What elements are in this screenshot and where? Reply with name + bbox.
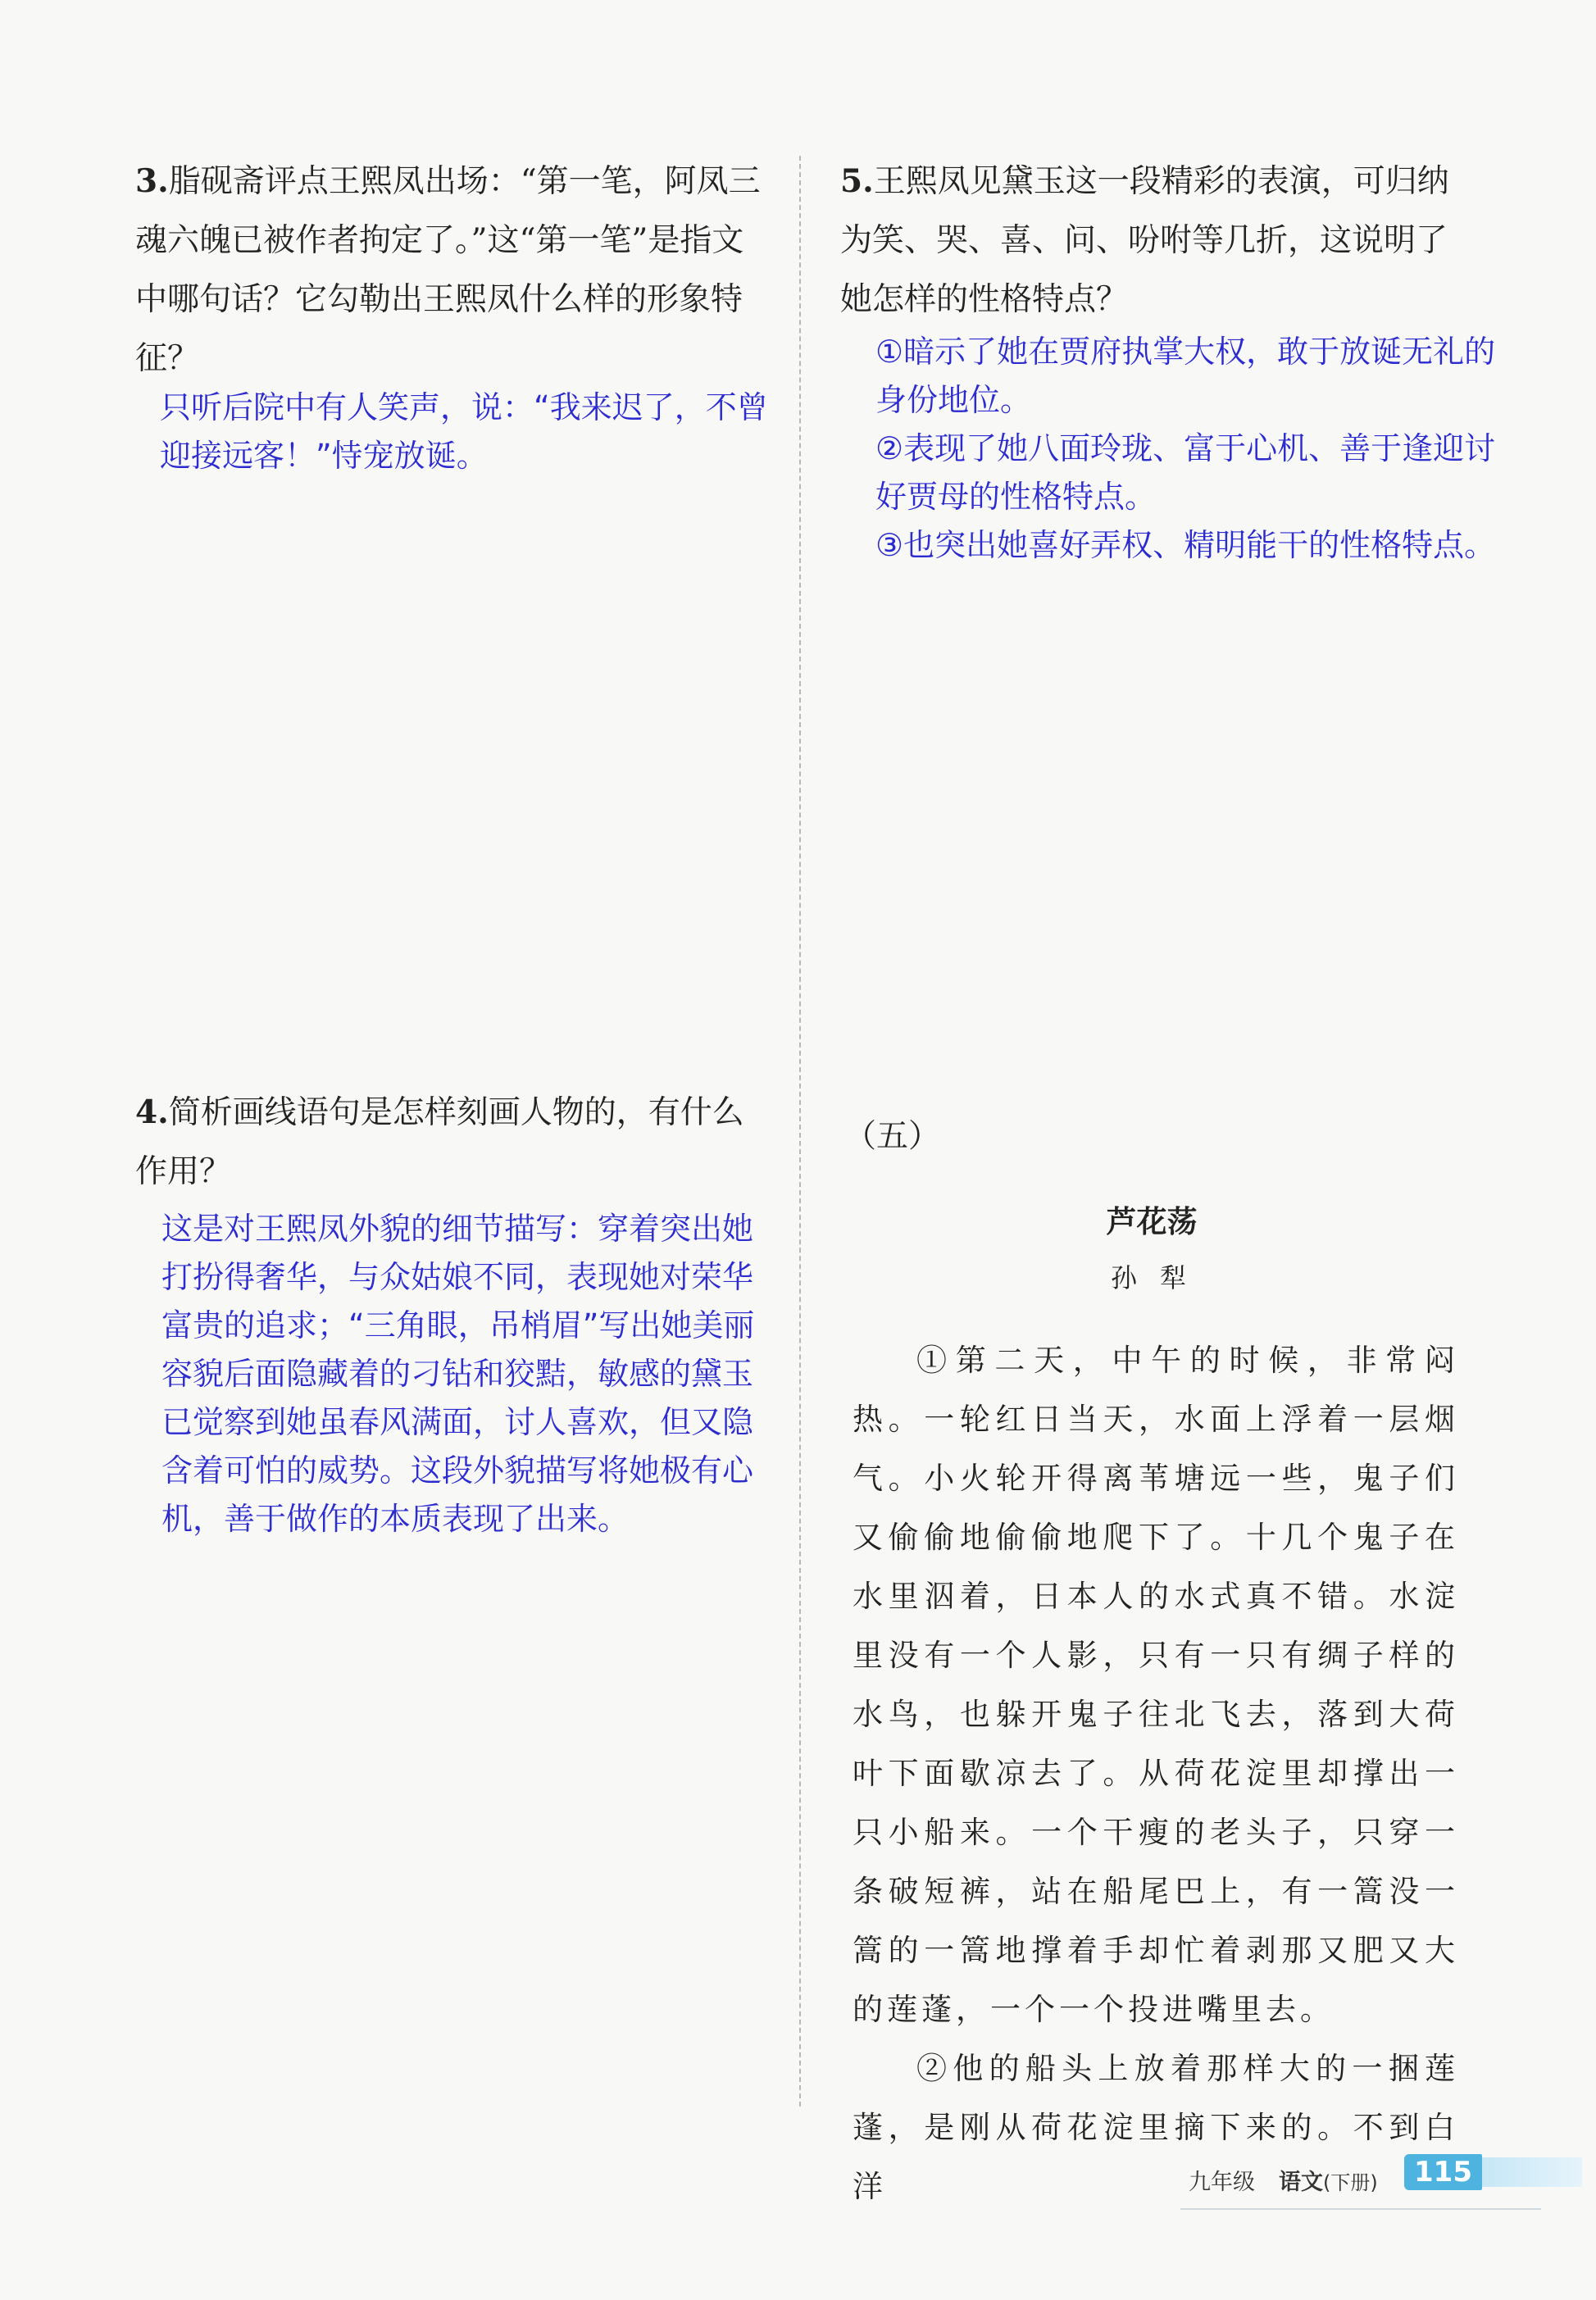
answer-item: ②表现了她八面玲珑、富于心机、善于逢迎讨好贾母的性格特点。 — [875, 430, 1496, 515]
passage-body — [853, 1331, 1459, 2216]
question-text: 脂砚斋评点王熙凤出场：“第一笔，阿凤三魂六魄已被作者拘定了。”这“第一笔”是指文中哪句话？它勾勒出王熙凤什么样的形象特征？ — [135, 163, 761, 377]
question-text: 王熙凤见黛玉这一段精彩的表演，可归纳为笑、哭、喜、问、吩咐等几折，这说明了她怎样的性格特点？ — [840, 163, 1449, 318]
passage-title: 芦花荡 — [1106, 1203, 1198, 1239]
question-number: 5. — [840, 162, 874, 200]
footer-line — [1180, 2208, 1541, 2210]
column-divider — [799, 156, 801, 2107]
question-5 — [840, 152, 1471, 330]
passage-paragraph: ①第二天，中午的时候，非常闷热。一轮红日当天，水面上浮着一层烟气。小火轮开得离苇塘远一些，鬼子们又偷偷地偷偷地爬下了。十几个鬼子在水里泅着，日本人的水式真不错。水淀里没有一个人影，只有一只有绸子样的水鸟，也躲开鬼子往北飞去，落到大荷叶下面歇凉去了。从荷花淀里却撑出一只小船来。一个干瘦的老头子，只穿一条破短裤，站在船尾巴上，有一篙没一篙的一篙地撑着手却忙着剥那又肥又大的莲蓬，一个一个投进嘴里去。 — [853, 1343, 1459, 2027]
answer-3: 只听后院中有人笑声，说：“我来迟了，不曾迎接远客！”恃宠放诞。 — [160, 389, 768, 474]
page-number: 115 — [1404, 2154, 1482, 2190]
passage-paragraph: ②他的船头上放着那样大的一捆莲蓬，是刚从荷花淀里摘下来的。不到白洋 — [853, 2051, 1459, 2204]
answer-item: ①暗示了她在贾府执掌大权，敢于放诞无礼的身份地位。 — [875, 334, 1496, 418]
question-number: 3. — [135, 162, 169, 200]
question-text: 简析画线语句是怎样刻画人物的，有什么作用？ — [135, 1094, 744, 1190]
passage-author: 孙犁 — [1110, 1262, 1209, 1293]
answer-item: ③也突出她喜好弄权、精明能干的性格特点。 — [875, 527, 1496, 563]
question-3 — [135, 152, 766, 389]
footer-subject — [1279, 2164, 1378, 2196]
subject-name: 语文 — [1279, 2170, 1323, 2195]
question-4 — [135, 1083, 766, 1202]
answer-4: 这是对王熙凤外貌的细节描写：穿着突出她打扮得奢华，与众姑娘不同，表现她对荣华富贵的追求；“三角眼，吊梢眉”写出她美丽容貌后面隐藏着的刁钻和狡黠，敏感的黛玉已觉察到她虽春风满面，讨人喜欢，但又隐含着可怕的威势。这段外貌描写将她极有心机，善于做作的本质表现了出来。 — [161, 1211, 755, 1537]
answer-5 — [875, 328, 1498, 570]
section-label: （五） — [844, 1118, 941, 1155]
question-number: 4. — [135, 1093, 169, 1131]
subject-volume: (下册) — [1323, 2171, 1378, 2194]
footer-grade: 九年级 — [1189, 2170, 1255, 2195]
